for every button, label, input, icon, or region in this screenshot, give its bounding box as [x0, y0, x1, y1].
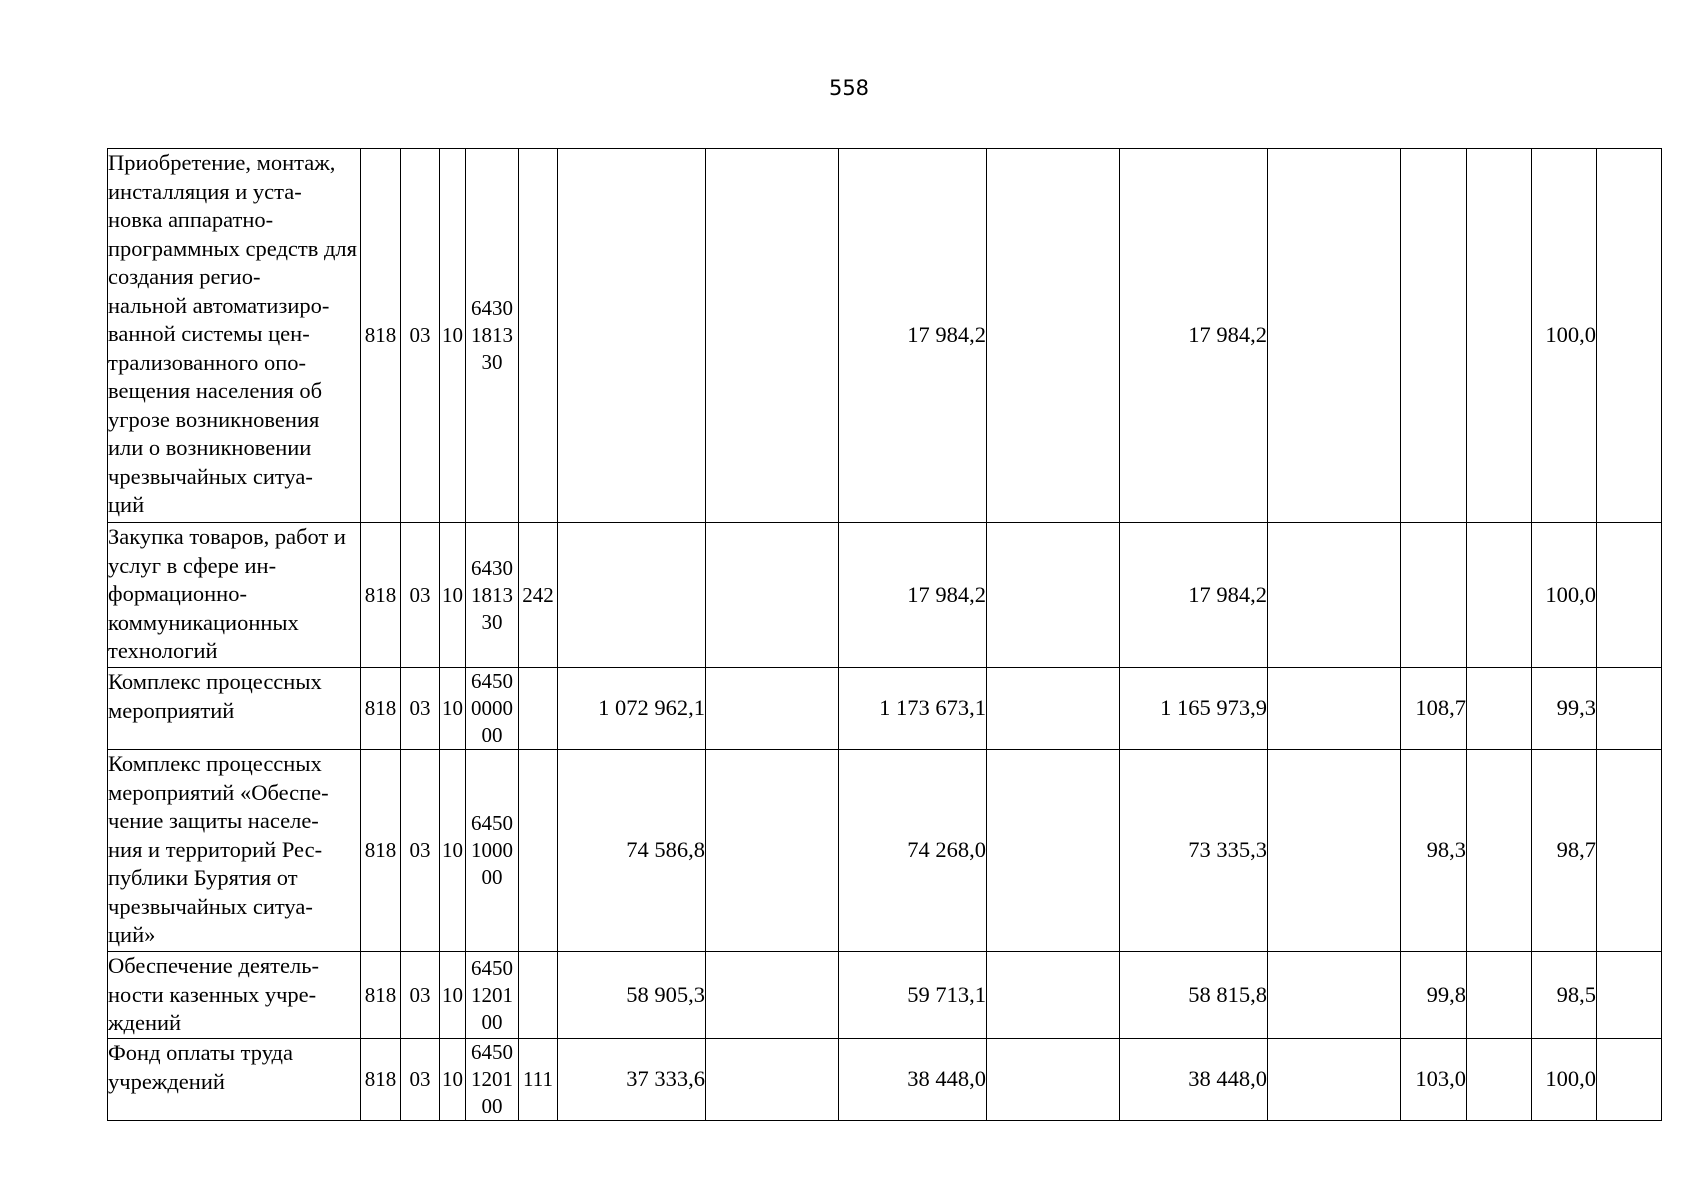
expense-type-code [519, 952, 558, 1039]
approved-amount: 37 333,6 [558, 1039, 706, 1121]
empty-cell [706, 523, 839, 668]
empty-cell [1268, 750, 1401, 952]
empty-cell [1268, 523, 1401, 668]
subsection-code: 10 [440, 750, 466, 952]
row-description: Комплекс процессных мероприятий [108, 668, 361, 750]
percent-of-approved: 99,8 [1401, 952, 1467, 1039]
row-description: Закупка товаров, работ и услуг в сфере ин- формационно- коммуникационных технологий [108, 523, 361, 668]
percent-of-refined: 100,0 [1532, 1039, 1597, 1121]
grbs-code: 818 [361, 668, 401, 750]
subsection-code: 10 [440, 952, 466, 1039]
empty-cell [1268, 149, 1401, 523]
approved-amount: 1 072 962,1 [558, 668, 706, 750]
target-article-code: 6450 0000 00 [466, 668, 519, 750]
empty-cell [1268, 1039, 1401, 1121]
section-code: 03 [401, 952, 440, 1039]
empty-cell [1467, 668, 1532, 750]
refined-amount: 74 268,0 [839, 750, 987, 952]
percent-of-refined: 100,0 [1532, 149, 1597, 523]
section-code: 03 [401, 1039, 440, 1121]
empty-cell [1597, 149, 1662, 523]
percent-of-approved [1401, 523, 1467, 668]
empty-cell [987, 750, 1120, 952]
subsection-code: 10 [440, 149, 466, 523]
approved-amount [558, 523, 706, 668]
percent-of-approved: 108,7 [1401, 668, 1467, 750]
grbs-code: 818 [361, 750, 401, 952]
refined-amount: 17 984,2 [839, 149, 987, 523]
table-row [108, 952, 1662, 1039]
executed-amount: 38 448,0 [1120, 1039, 1268, 1121]
executed-amount: 17 984,2 [1120, 149, 1268, 523]
grbs-code: 818 [361, 523, 401, 668]
percent-of-refined: 100,0 [1532, 523, 1597, 668]
percent-of-approved [1401, 149, 1467, 523]
expense-type-code [519, 668, 558, 750]
target-article-code: 6430 1813 30 [466, 149, 519, 523]
section-code: 03 [401, 523, 440, 668]
row-description: Комплекс процессных мероприятий «Обеспе- чение защиты населе- ния и территорий Рес- публики Бурятия от чрезвычайных ситуа- ций» [108, 750, 361, 952]
grbs-code: 818 [361, 149, 401, 523]
subsection-code: 10 [440, 1039, 466, 1121]
target-article-code: 6450 1000 00 [466, 750, 519, 952]
empty-cell [1467, 750, 1532, 952]
empty-cell [1467, 523, 1532, 668]
empty-cell [1597, 750, 1662, 952]
empty-cell [1597, 523, 1662, 668]
row-description: Приобретение, монтаж, инсталляция и уста- новка аппаратно- программных средств для создания регио- нальной автоматизиро- ванной системы цен- трализованного опо- вещения населения об угрозе возникновения или о возникновении чрезвычайных ситуа- ций [108, 149, 361, 523]
section-code: 03 [401, 668, 440, 750]
target-article-code: 6450 1201 00 [466, 952, 519, 1039]
percent-of-refined: 98,7 [1532, 750, 1597, 952]
expense-type-code [519, 750, 558, 952]
empty-cell [987, 952, 1120, 1039]
expense-type-code [519, 149, 558, 523]
empty-cell [1268, 952, 1401, 1039]
row-description: Фонд оплаты труда учреждений [108, 1039, 361, 1121]
empty-cell [1467, 952, 1532, 1039]
empty-cell [1597, 952, 1662, 1039]
section-code: 03 [401, 149, 440, 523]
budget-table [107, 148, 1662, 1121]
empty-cell [706, 750, 839, 952]
executed-amount: 73 335,3 [1120, 750, 1268, 952]
table-row [108, 149, 1662, 523]
empty-cell [1268, 668, 1401, 750]
section-code: 03 [401, 750, 440, 952]
target-article-code: 6430 1813 30 [466, 523, 519, 668]
empty-cell [706, 668, 839, 750]
executed-amount: 1 165 973,9 [1120, 668, 1268, 750]
refined-amount: 1 173 673,1 [839, 668, 987, 750]
executed-amount: 58 815,8 [1120, 952, 1268, 1039]
percent-of-approved: 98,3 [1401, 750, 1467, 952]
empty-cell [1597, 668, 1662, 750]
empty-cell [1467, 1039, 1532, 1121]
refined-amount: 59 713,1 [839, 952, 987, 1039]
approved-amount: 58 905,3 [558, 952, 706, 1039]
empty-cell [1467, 149, 1532, 523]
expense-type-code: 111 [519, 1039, 558, 1121]
executed-amount: 17 984,2 [1120, 523, 1268, 668]
table-row [108, 523, 1662, 668]
refined-amount: 38 448,0 [839, 1039, 987, 1121]
empty-cell [706, 1039, 839, 1121]
grbs-code: 818 [361, 1039, 401, 1121]
expense-type-code: 242 [519, 523, 558, 668]
approved-amount: 74 586,8 [558, 750, 706, 952]
table-row [108, 750, 1662, 952]
empty-cell [706, 952, 839, 1039]
percent-of-refined: 98,5 [1532, 952, 1597, 1039]
table-row [108, 1039, 1662, 1121]
empty-cell [1597, 1039, 1662, 1121]
percent-of-refined: 99,3 [1532, 668, 1597, 750]
target-article-code: 6450 1201 00 [466, 1039, 519, 1121]
empty-cell [987, 1039, 1120, 1121]
empty-cell [706, 149, 839, 523]
empty-cell [987, 668, 1120, 750]
page-number: 558 [828, 76, 870, 100]
percent-of-approved: 103,0 [1401, 1039, 1467, 1121]
table-row [108, 668, 1662, 750]
subsection-code: 10 [440, 668, 466, 750]
approved-amount [558, 149, 706, 523]
empty-cell [987, 149, 1120, 523]
empty-cell [987, 523, 1120, 668]
grbs-code: 818 [361, 952, 401, 1039]
refined-amount: 17 984,2 [839, 523, 987, 668]
subsection-code: 10 [440, 523, 466, 668]
row-description: Обеспечение деятель- ности казенных учре- ждений [108, 952, 361, 1039]
